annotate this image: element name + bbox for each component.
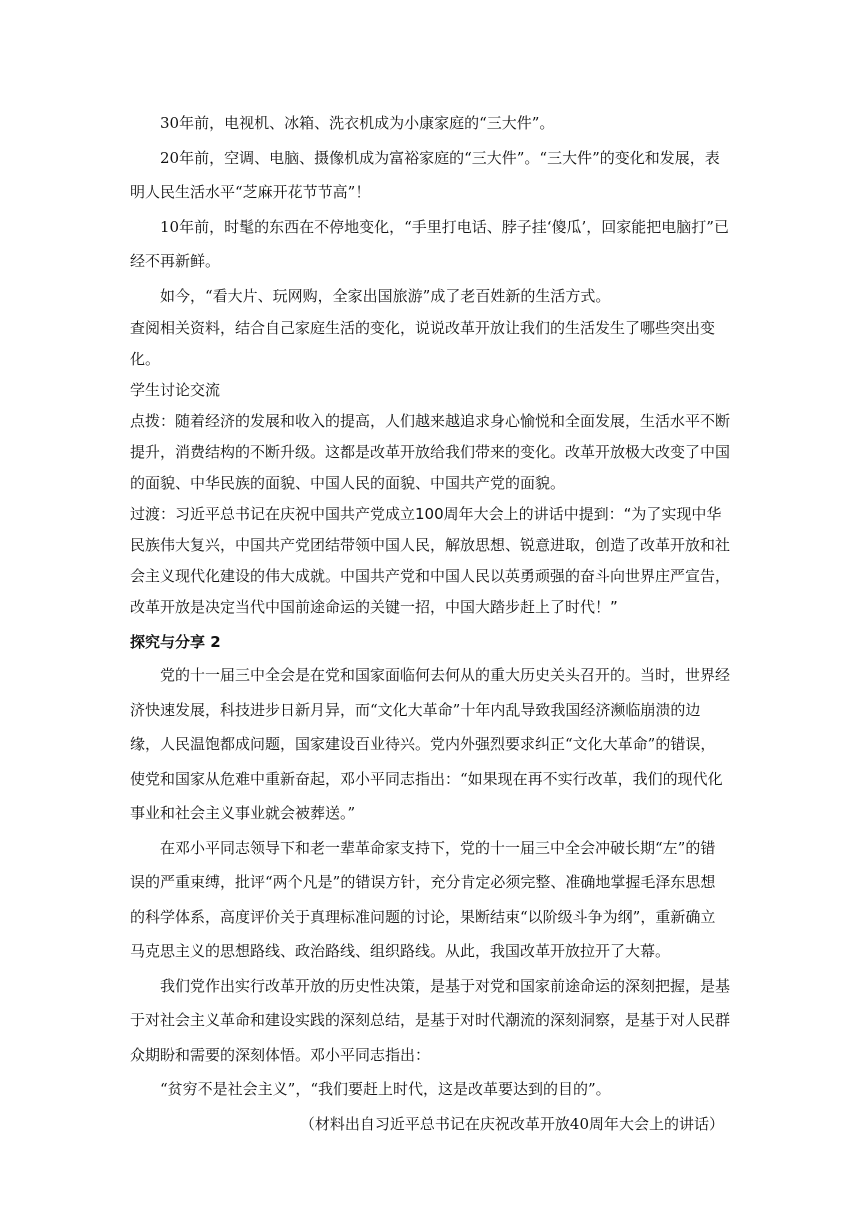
transition-text: 过渡：习近平总书记在庆祝中国共产党成立100周年大会上的讲话中提到：“为了实现中华民族伟大复兴，中国共产党团结带领中国人民，解放思想、锐意进取，创造了改革开放和社会主义现代化建设的伟大成就。中国共产党和中国人民以英勇顽强的奋斗向世界庄严宣告，改革开放是决定当代中国前途命运的关键一招，中国大踏步赶上了时代！”: [130, 505, 731, 616]
lesson-body: [130, 313, 730, 658]
material-block-2: [130, 658, 730, 1141]
paragraph-deng-leadership: 在邓小平同志领导下和老一辈革命家支持下，党的十一届三中全会冲破长期“左”的错误的严重束缚，批评“两个凡是”的错误方针，充分肯定必须完整、准确地掌握毛泽东思想的科学体系，高度评价关于真理标准问题的讨论，果断结束“以阶级斗争为纲”，重新确立马克思主义的思想路线、政治路线、组织路线。从此，我国改革开放拉开了大幕。: [130, 838, 716, 960]
guidance-text: 点拨：随着经济的发展和收入的提高，人们越来越追求身心愉悦和全面发展，生活水平不断提升，消费结构的不断升级。这都是改革开放给我们带来的变化。改革开放极大改变了中国的面貌、中华民族的面貌、中国人民的面貌、中国共产党的面貌。: [130, 412, 731, 492]
paragraph-30-years: 30年前，电视机、冰箱、洗衣机成为小康家庭的“三大件”。: [160, 114, 555, 132]
paragraph-third-plenum: 党的十一届三中全会是在党和国家面临何去何从的重大历史关头召开的。当时，世界经济快速发展，科技进步日新月异，而“文化大革命”十年内乱导致我国经济濒临崩溃的边缘，人民温饱都成问题，国家建设百业待兴。党内外强烈要求纠正“文化大革命”的错误，使党和国家从危难中重新奋起，邓小平同志指出：“如果现在再不实行改革，我们的现代化事业和社会主义事业就会被葬送。”: [130, 666, 731, 822]
paragraph-historic-decision: 我们党作出实行改革开放的历史性决策，是基于对党和国家前途命运的深刻把握，是基于对社会主义革命和建设实践的深刻总结，是基于对时代潮流的深刻洞察，是基于对人民群众期盼和需要的深刻体悟。邓小平同志指出：: [130, 976, 731, 1064]
discussion-text: 学生讨论交流: [130, 381, 221, 399]
section-heading: 探究与分享 2: [130, 633, 221, 651]
source-citation: （材料出自习近平总书记在庆祝改革开放40周年大会上的讲话）: [299, 1114, 724, 1133]
paragraph-20-years: 20年前，空调、电脑、摄像机成为富裕家庭的“三大件”。“三大件”的变化和发展，表明人民生活水平“芝麻开花节节高”！: [130, 148, 720, 201]
paragraph-10-years: 10年前，时髦的东西在不停地变化，“手里打电话、脖子挂‘傻瓜’，回家能把电脑打”已经不再新鲜。: [130, 217, 729, 270]
material-block-1: [130, 106, 730, 313]
deng-quote: “贫穷不是社会主义”，“我们要赶上时代，这是改革要达到的目的”。: [160, 1080, 611, 1098]
paragraph-today: 如今，“看大片、玩网购，全家出国旅游”成了老百姓新的生活方式。: [160, 286, 611, 305]
task-text: 查阅相关资料，结合自己家庭生活的变化，说说改革开放让我们的生活发生了哪些突出变化。: [130, 319, 716, 368]
